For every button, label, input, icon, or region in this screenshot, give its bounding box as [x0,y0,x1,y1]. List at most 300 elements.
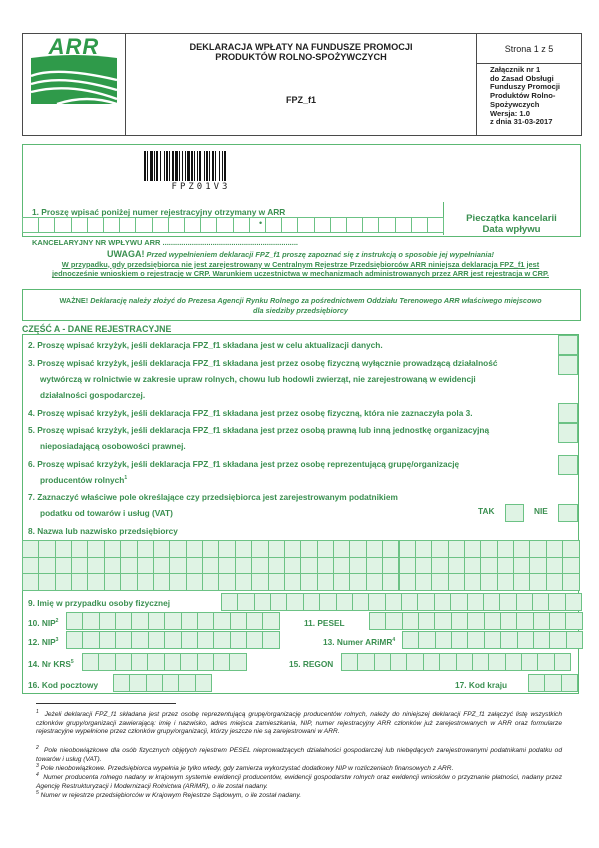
company-name-char-field[interactable] [38,557,55,575]
nip2-digit-field[interactable] [66,631,83,649]
company-name-char-field[interactable] [480,573,497,591]
barcode-bar [219,151,220,181]
company-name-char-field[interactable] [497,540,514,558]
postal-code-field[interactable] [178,674,195,692]
wazne-text [22,296,579,315]
registration-digit-field[interactable] [119,217,136,233]
first-name-char-field[interactable] [237,593,254,611]
company-name-char-field[interactable] [284,540,301,558]
company-name-char-field[interactable] [87,557,104,575]
nip-digit-field[interactable] [99,612,116,630]
company-name-char-field[interactable] [120,573,137,591]
company-name-char-field[interactable] [349,557,366,575]
company-name-char-field[interactable] [464,557,481,575]
regon-digit-field[interactable] [406,653,423,671]
company-name-char-field[interactable] [382,573,399,591]
nip2-digit-field[interactable] [164,631,181,649]
krs-digit-field[interactable] [213,653,230,671]
company-name-char-field[interactable] [382,557,399,575]
vat-nie-label: NIE [534,506,548,516]
company-name-char-field[interactable] [431,540,448,558]
company-name-char-field[interactable] [431,557,448,575]
barcode-bar [166,151,168,181]
company-name-char-field[interactable] [87,573,104,591]
company-name-char-field[interactable] [218,540,235,558]
registration-digit-field[interactable] [87,217,104,233]
registration-digit-field[interactable] [395,217,412,233]
regon-digit-field[interactable] [472,653,489,671]
registration-digit-field[interactable] [427,217,444,233]
first-name-char-field[interactable] [385,593,402,611]
arimr-digit-field[interactable] [402,631,419,649]
q6-text-2-label: producentów rolnych [40,475,125,485]
arimr-digit-field[interactable] [418,631,435,649]
company-name-char-field[interactable] [104,573,121,591]
barcode-bar [212,151,214,181]
barcode-bar [197,151,198,181]
company-name-char-field[interactable] [202,557,219,575]
company-name-char-field[interactable] [22,557,39,575]
wazne-line-2: dla siedziby przedsiębiorcy [253,305,348,315]
company-name-char-field[interactable] [186,557,203,575]
company-name-char-field[interactable] [153,573,170,591]
company-name-char-field[interactable] [87,540,104,558]
registration-digit-field[interactable] [378,217,395,233]
company-name-char-field[interactable] [202,540,219,558]
barcode-bar [156,151,158,181]
office-number: KANCELARYJNY NR WPŁYWU ARR ................................................................. [32,238,299,247]
krs-digit-field[interactable] [147,653,164,671]
pesel-digit-field[interactable] [500,612,517,630]
nip2-digit-field[interactable] [246,631,263,649]
arimr-digit-field[interactable] [484,631,501,649]
company-name-char-field[interactable] [497,557,514,575]
barcode-bar [164,151,165,181]
regon-digit-field[interactable] [537,653,554,671]
company-name-char-field[interactable] [104,540,121,558]
company-name-char-field[interactable] [268,557,285,575]
barcode-bar [215,151,216,181]
company-name-char-field[interactable] [513,540,530,558]
regon-digit-field[interactable] [521,653,538,671]
nip2-digit-field[interactable] [230,631,247,649]
first-name-char-field[interactable] [565,593,582,611]
country-code-field[interactable] [561,674,578,692]
q17-text: 17. Kod kraju [455,680,508,690]
regon-digit-field[interactable] [505,653,522,671]
company-name-char-field[interactable] [480,557,497,575]
footnote-text: Pole nieobowiązkowe dla osób fizycznych objętych rejestrem PESEL nieprowadzących działalności gospodarczej lub niebędących zarejestrowanymi podatnikami podatku od towarów i usług (VAT). [36,747,562,763]
company-name-char-field[interactable] [120,557,137,575]
nip2-digit-field[interactable] [181,631,198,649]
company-name-char-field[interactable] [284,557,301,575]
arimr-digit-field[interactable] [435,631,452,649]
registration-digit-field[interactable] [135,217,152,233]
pesel-digit-field[interactable] [533,612,550,630]
registration-digit-field[interactable] [152,217,169,233]
barcode-bar [172,151,174,181]
company-name-char-field[interactable] [235,540,252,558]
barcode-bar [154,151,155,181]
pesel-digit-field[interactable] [402,612,419,630]
company-name-char-field[interactable] [235,557,252,575]
registration-digit-field[interactable] [411,217,428,233]
pesel-digit-field[interactable] [385,612,402,630]
company-name-char-field[interactable] [218,557,235,575]
country-code-field[interactable] [544,674,561,692]
q6-text-2 [40,475,127,485]
company-name-char-field[interactable] [251,573,268,591]
form-title-2: PRODUKTÓW ROLNO-SPOŻYWCZYCH [215,52,387,62]
company-name-char-field[interactable] [464,573,481,591]
nip2-digit-field[interactable] [148,631,165,649]
first-name-char-field[interactable] [336,593,353,611]
footnote-text: Jeżeli deklaracji FPZ_f1 składana jest przez osobę reprezentującą grupę/organizację producentów rolnych, należy do niniejszej deklaracji FPZ_f1 załączyć listę wszystkich członków grupy/organizacji zawierającą: imię i nazwisko, adres miejsca zamieszkania, NIP, numer rejestracyjny ARR członków już zarejestrowanych w ARR oraz formularze rejestracyjne wypełnione przez członków grupy/organizacji, którzy jeszcze nie są zarejestrowani w ARR. [36,711,562,736]
first-name-char-field[interactable] [352,593,369,611]
vat-tak-label: TAK [478,506,495,516]
registration-digit-field[interactable] [22,217,39,233]
first-name-char-field[interactable] [254,593,271,611]
company-name-char-field[interactable] [137,557,154,575]
barcode-bar [191,151,193,181]
first-name-char-field[interactable] [303,593,320,611]
first-name-char-field[interactable] [434,593,451,611]
company-name-char-field[interactable] [186,540,203,558]
company-name-char-field[interactable] [349,540,366,558]
pesel-digit-field[interactable] [418,612,435,630]
nip-digit-field[interactable] [262,612,279,630]
nip2-digit-field[interactable] [197,631,214,649]
wazne-word: WAŻNE! [59,296,89,305]
regon-digit-field[interactable] [439,653,456,671]
nip-digit-field[interactable] [82,612,99,630]
pesel-digit-field[interactable] [369,612,386,630]
first-name-char-field[interactable] [286,593,303,611]
krs-digit-field[interactable] [180,653,197,671]
company-name-char-field[interactable] [22,540,39,558]
first-name-char-field[interactable] [319,593,336,611]
company-name-char-field[interactable] [137,573,154,591]
company-name-char-field[interactable] [546,573,563,591]
company-name-char-field[interactable] [448,540,465,558]
registration-digit-field[interactable] [38,217,55,233]
barcode-bar [185,151,186,181]
first-name-char-field[interactable] [221,593,238,611]
registration-digit-field[interactable] [71,217,88,233]
company-name-char-field[interactable] [55,540,72,558]
company-name-char-field[interactable] [153,540,170,558]
registration-digit-field[interactable] [103,217,120,233]
arimr-digit-field[interactable] [533,631,550,649]
regon-digit-field[interactable] [456,653,473,671]
country-code-field[interactable] [528,674,545,692]
registration-digit-field[interactable] [168,217,185,233]
footnote-ref: 5 [70,659,74,666]
company-name-char-field[interactable] [448,557,465,575]
company-name-char-field[interactable] [104,557,121,575]
company-name-char-field[interactable] [366,557,383,575]
company-name-char-field[interactable] [513,573,530,591]
krs-digit-field[interactable] [131,653,148,671]
company-name-char-field[interactable] [300,540,317,558]
first-name-char-field[interactable] [270,593,287,611]
company-name-char-field[interactable] [529,557,546,575]
krs-digit-field[interactable] [98,653,115,671]
pesel-digit-field[interactable] [565,612,582,630]
regon-digit-field[interactable] [341,653,358,671]
nip-digit-field[interactable] [246,612,263,630]
company-name-char-field[interactable] [366,540,383,558]
pesel-digit-field[interactable] [451,612,468,630]
company-name-char-field[interactable] [218,573,235,591]
first-name-char-field[interactable] [368,593,385,611]
arimr-digit-field[interactable] [500,631,517,649]
notice-text: Przed wypełnieniem deklaracji FPZ_f1 proszę zapoznać się z instrukcją o sposobie jej wypełniania! [144,250,495,259]
section-a-title: CZĘŚĆ A - DANE REJESTRACYJNE [22,324,172,334]
registration-digit-field[interactable] [281,217,298,233]
postal-code-field[interactable] [195,674,212,692]
regon-digit-field[interactable] [488,653,505,671]
notice-line-3: jednocześnie wnioskiem o rejestrację w CRP. Warunkiem uczestnictwa w mechanizmach administrowanych przez ARR jest rejestracja w CRP. [52,269,549,279]
first-name-char-field[interactable] [450,593,467,611]
barcode-bar [175,151,178,181]
company-name-char-field[interactable] [546,557,563,575]
annex-line: do Zasad Obsługi [490,73,554,83]
nip-digit-field[interactable] [66,612,83,630]
company-name-char-field[interactable] [415,557,432,575]
q12-label: 12. NIP [28,637,56,647]
regon-digit-field[interactable] [357,653,374,671]
first-name-char-field[interactable] [483,593,500,611]
company-name-char-field[interactable] [562,557,579,575]
company-name-char-field[interactable] [153,557,170,575]
nip-digit-field[interactable] [181,612,198,630]
nip2-digit-field[interactable] [213,631,230,649]
company-name-char-field[interactable] [546,540,563,558]
page-number: Strona 1 z 5 [504,44,554,54]
arimr-digit-field[interactable] [517,631,534,649]
arr-logo [27,36,121,108]
nip2-digit-field[interactable] [115,631,132,649]
company-name-char-field[interactable] [317,557,334,575]
company-name-char-field[interactable] [333,573,350,591]
first-name-char-field[interactable] [548,593,565,611]
logo-text: ARR [48,34,100,59]
company-name-char-field[interactable] [497,573,514,591]
registration-digit-field[interactable] [249,217,266,233]
company-name-char-field[interactable] [120,540,137,558]
footnote-number: 3 [36,763,39,769]
pesel-digit-field[interactable] [484,612,501,630]
nip-digit-field[interactable] [213,612,230,630]
footnote-5 [36,789,562,801]
nip2-digit-field[interactable] [82,631,99,649]
company-name-char-field[interactable] [186,573,203,591]
registration-prompt: 1. Proszę wpisać poniżej numer rejestracyjny otrzymany w ARR [32,207,286,217]
nip2-digit-field[interactable] [131,631,148,649]
krs-digit-field[interactable] [229,653,246,671]
barcode-bar [179,151,180,181]
registration-digit-field[interactable] [346,217,363,233]
footnote-number: 2 [36,745,39,751]
company-name-char-field[interactable] [300,557,317,575]
pesel-digit-field[interactable] [467,612,484,630]
nip-digit-field[interactable] [197,612,214,630]
company-name-char-field[interactable] [71,573,88,591]
footnote-1 [36,708,562,737]
q2-checkbox[interactable] [558,335,578,355]
company-name-char-field[interactable] [317,573,334,591]
postal-code-field[interactable] [129,674,146,692]
regon-digit-field[interactable] [390,653,407,671]
company-name-char-field[interactable] [366,573,383,591]
vat-nie-checkbox[interactable] [558,504,578,522]
pesel-digit-field[interactable] [434,612,451,630]
arimr-digit-field[interactable] [467,631,484,649]
barcode-bar [209,151,210,181]
company-name-char-field[interactable] [55,573,72,591]
nip-digit-field[interactable] [230,612,247,630]
company-name-char-field[interactable] [529,573,546,591]
company-name-char-field[interactable] [251,540,268,558]
krs-digit-field[interactable] [115,653,132,671]
company-name-char-field[interactable] [38,540,55,558]
nip2-digit-field[interactable] [99,631,116,649]
arimr-digit-field[interactable] [566,631,583,649]
company-name-char-field[interactable] [55,557,72,575]
company-name-char-field[interactable] [464,540,481,558]
q4-checkbox[interactable] [558,403,578,423]
company-name-char-field[interactable] [431,573,448,591]
registration-digit-field[interactable] [297,217,314,233]
registration-digit-field[interactable] [233,217,250,233]
nip-digit-field[interactable] [131,612,148,630]
nip-digit-field[interactable] [164,612,181,630]
company-name-char-field[interactable] [349,573,366,591]
registration-digit-field[interactable] [54,217,71,233]
q9-text: 9. Imię w przypadku osoby fizycznej [28,598,171,608]
pesel-digit-field[interactable] [516,612,533,630]
q14-text [28,659,74,669]
footnote-number: 4 [36,772,39,778]
q7-text-1: 7. Zaznaczyć właściwe pole określające czy przedsiębiorca jest zarejestrowanym podatnikiem [28,492,398,502]
krs-digit-field[interactable] [82,653,99,671]
company-name-char-field[interactable] [415,573,432,591]
company-name-char-field[interactable] [38,573,55,591]
company-name-char-field[interactable] [169,540,186,558]
first-name-char-field[interactable] [532,593,549,611]
company-name-char-field[interactable] [268,540,285,558]
registration-digit-field[interactable] [362,217,379,233]
company-name-char-field[interactable] [169,557,186,575]
postal-code-field[interactable] [146,674,163,692]
registration-digit-field[interactable] [200,217,217,233]
registration-digit-field[interactable] [184,217,201,233]
q13-text [323,637,395,647]
company-name-char-field[interactable] [284,573,301,591]
registration-digit-field[interactable] [330,217,347,233]
company-name-char-field[interactable] [399,573,416,591]
regon-digit-field[interactable] [374,653,391,671]
stamp-label-1: Pieczątka kancelarii [466,213,557,224]
q2-text: 2. Proszę wpisać krzyżyk, jeśli deklaracja FPZ_f1 składana jest w celu aktualizacji danych. [28,340,383,350]
company-name-char-field[interactable] [529,540,546,558]
footnote-text: Numer producenta rolnego nadany w krajowym systemie ewidencji producentów, ewidencji gospodarstw rolnych oraz ewidencji wniosków o przyznanie płatności, nadany przez Agencję Restrukturyzacji i Modernizacji Rolnictwa (ARiMR), o ile został nadany. [36,774,562,790]
vat-tak-checkbox[interactable] [505,504,524,522]
q3-checkbox[interactable] [558,355,578,375]
company-name-char-field[interactable] [562,573,579,591]
q6-text-1: 6. Proszę wpisać krzyżyk, jeśli deklaracja FPZ_f1 składana jest przez osobę reprezentującą grupę/organizację [28,459,460,469]
company-name-char-field[interactable] [71,540,88,558]
barcode [142,151,260,191]
registration-digit-field[interactable] [216,217,233,233]
regon-digit-field[interactable] [554,653,571,671]
company-name-char-field[interactable] [300,573,317,591]
company-name-char-field[interactable] [333,540,350,558]
footnote-separator [36,703,176,704]
company-name-char-field[interactable] [71,557,88,575]
arimr-digit-field[interactable] [451,631,468,649]
q6-checkbox[interactable] [558,455,578,475]
company-name-char-field[interactable] [202,573,219,591]
company-name-char-field[interactable] [235,573,252,591]
q12-text [28,637,58,647]
registration-digit-field[interactable] [314,217,331,233]
company-name-char-field[interactable] [480,540,497,558]
company-name-char-field[interactable] [169,573,186,591]
first-name-char-field[interactable] [516,593,533,611]
barcode-bar [204,151,205,181]
regon-digit-field[interactable] [423,653,440,671]
company-name-char-field[interactable] [317,540,334,558]
company-name-char-field[interactable] [22,573,39,591]
company-name-char-field[interactable] [333,557,350,575]
postal-code-field[interactable] [113,674,130,692]
company-name-char-field[interactable] [513,557,530,575]
company-name-char-field[interactable] [399,540,416,558]
annex-line: z dnia 31-03-2017 [490,117,553,127]
company-name-char-field[interactable] [251,557,268,575]
company-name-char-field[interactable] [448,573,465,591]
q5-checkbox[interactable] [558,423,578,443]
pesel-digit-field[interactable] [549,612,566,630]
first-name-char-field[interactable] [417,593,434,611]
q7-text-2: podatku od towarów i usług (VAT) [40,508,173,518]
company-name-char-field[interactable] [137,540,154,558]
q16-text: 16. Kod pocztowy [28,680,99,690]
first-name-char-field[interactable] [401,593,418,611]
nip-digit-field[interactable] [115,612,132,630]
barcode-bar [222,151,223,181]
company-name-char-field[interactable] [382,540,399,558]
company-name-char-field[interactable] [399,557,416,575]
postal-code-field[interactable] [162,674,179,692]
footnote-text: Pole nieobowiązkowe. Przedsiębiorca wypełnia je tylko wtedy, gdy zamierza wykorzystać dodatkowy NIP w rozliczeniach finansowych z ARR. [40,765,454,773]
notice-uwaga: UWAGA! [106,249,145,259]
company-name-char-field[interactable] [415,540,432,558]
arimr-digit-field[interactable] [549,631,566,649]
first-name-char-field[interactable] [499,593,516,611]
nip-digit-field[interactable] [148,612,165,630]
company-name-char-field[interactable] [268,573,285,591]
registration-digit-field[interactable] [265,217,282,233]
company-name-char-field[interactable] [562,540,579,558]
first-name-char-field[interactable] [467,593,484,611]
q11-text: 11. PESEL [304,618,345,628]
krs-digit-field[interactable] [164,653,181,671]
nip2-digit-field[interactable] [262,631,279,649]
krs-digit-field[interactable] [197,653,214,671]
